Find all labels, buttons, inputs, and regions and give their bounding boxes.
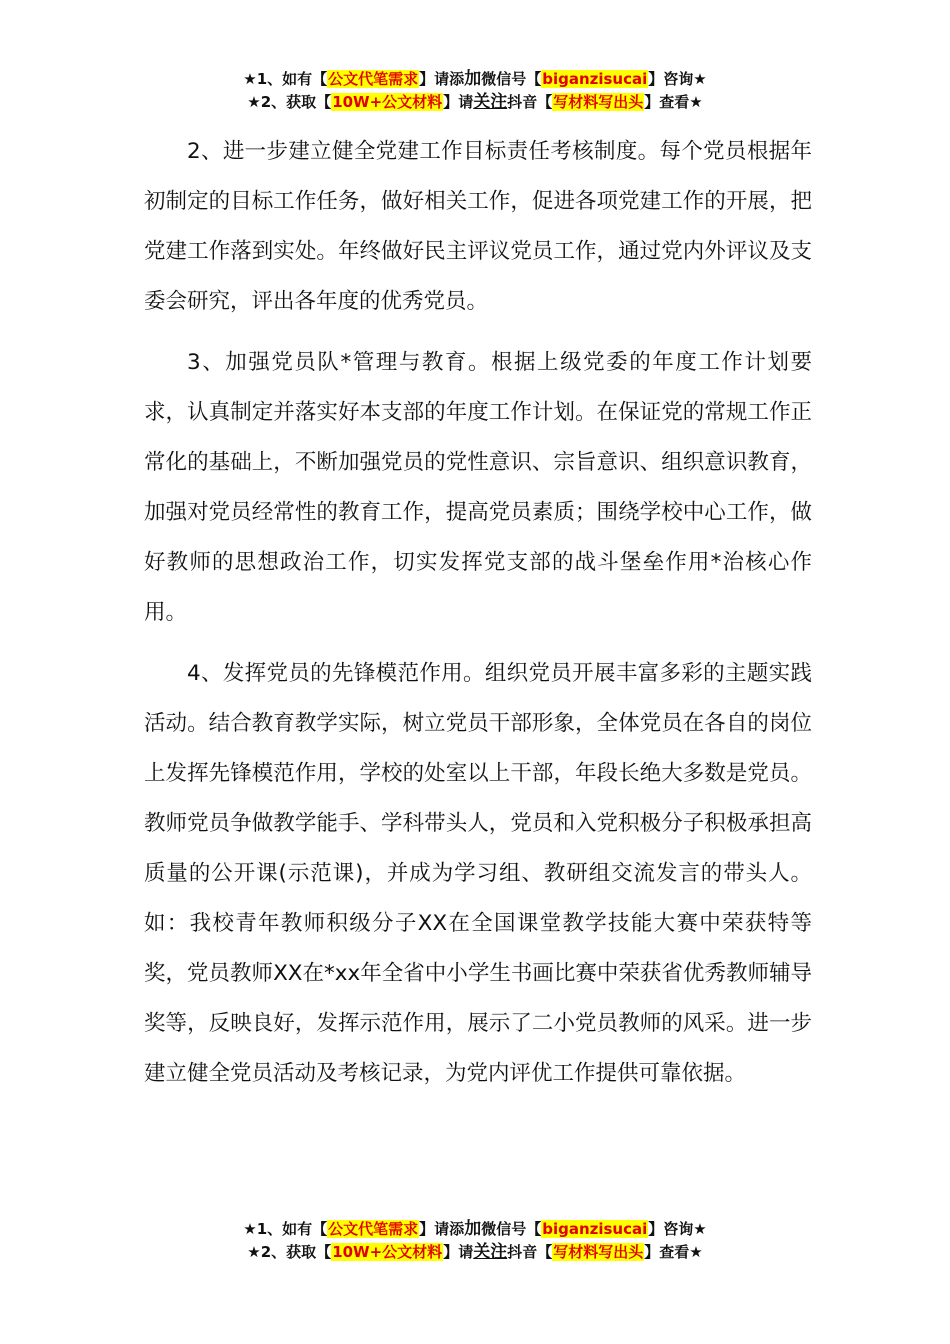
header-banner-line-1: ★1、如有【公文代笔需求】请添加微信号【biganzisucai】咨询★ — [243, 69, 707, 89]
footer-banner-line-2: ★2、获取【10W+公文材料】请关注抖音【写材料写出头】查看★ — [247, 1242, 703, 1262]
paragraph-3: 3、加强党员队*管理与教育。根据上级党委的年度工作计划要求，认真制定并落实好本支部的年度工作计划。在保证党的常规工作正常化的基础上，不断加强党员的党性意识、宗旨意识、组织意识教育，加强对党员经常性的教育工作，提高党员素质；围绕学校中心工作，做好教师的思想政治工作，切实发挥党支部的战斗堡垒作用*治核心作用。 — [144, 350, 812, 625]
paragraph-2: 2、进一步建立健全党建工作目标责任考核制度。每个党员根据年初制定的目标工作任务，做好相关工作，促进各项党建工作的开展，把党建工作落到实处。年终做好民主评议党员工作，通过党内外评议及支委会研究，评出各年度的优秀党员。 — [144, 139, 812, 314]
paragraph-4: 4、发挥党员的先锋模范作用。组织党员开展丰富多彩的主题实践活动。结合教育教学实际，树立党员干部形象，全体党员在各自的岗位上发挥先锋模范作用，学校的处室以上干部，年段长绝大多数是党员。教师党员争做教学能手、学科带头人，党员和入党积极分子积极承担高质量的公开课(示范课)，并成为学习组、教研组交流发言的带头人。如：我校青年教师积级分子XX在全国课堂教学技能大赛中荣获特等奖，党员教师XX在*xx年全省中小学生书画比赛中荣获省优秀教师辅导奖等，反映良好，发挥示范作用，展示了二小党员教师的风采。进一步建立健全党员活动及考核记录，为党内评优工作提供可靠依据。 — [144, 661, 812, 1086]
douyin-highlight: 写材料写出头 — [553, 93, 644, 111]
service-highlight: 公文代笔需求 — [328, 1220, 419, 1238]
footer-banner-line-1: ★1、如有【公文代笔需求】请添加微信号【biganzisucai】咨询★ — [243, 1219, 707, 1239]
footer-banner — [0, 1218, 950, 1264]
header-banner-line-2: ★2、获取【10W+公文材料】请关注抖音【写材料写出头】查看★ — [247, 92, 703, 112]
service-highlight: 公文代笔需求 — [328, 70, 419, 88]
materials-highlight: 10W+公文材料 — [332, 93, 443, 111]
wechat-id-highlight: biganzisucai — [542, 1220, 648, 1238]
header-banner — [0, 68, 950, 114]
wechat-id-highlight: biganzisucai — [542, 70, 648, 88]
douyin-highlight: 写材料写出头 — [553, 1243, 644, 1261]
document-body — [144, 127, 812, 1099]
materials-highlight: 10W+公文材料 — [332, 1243, 443, 1261]
